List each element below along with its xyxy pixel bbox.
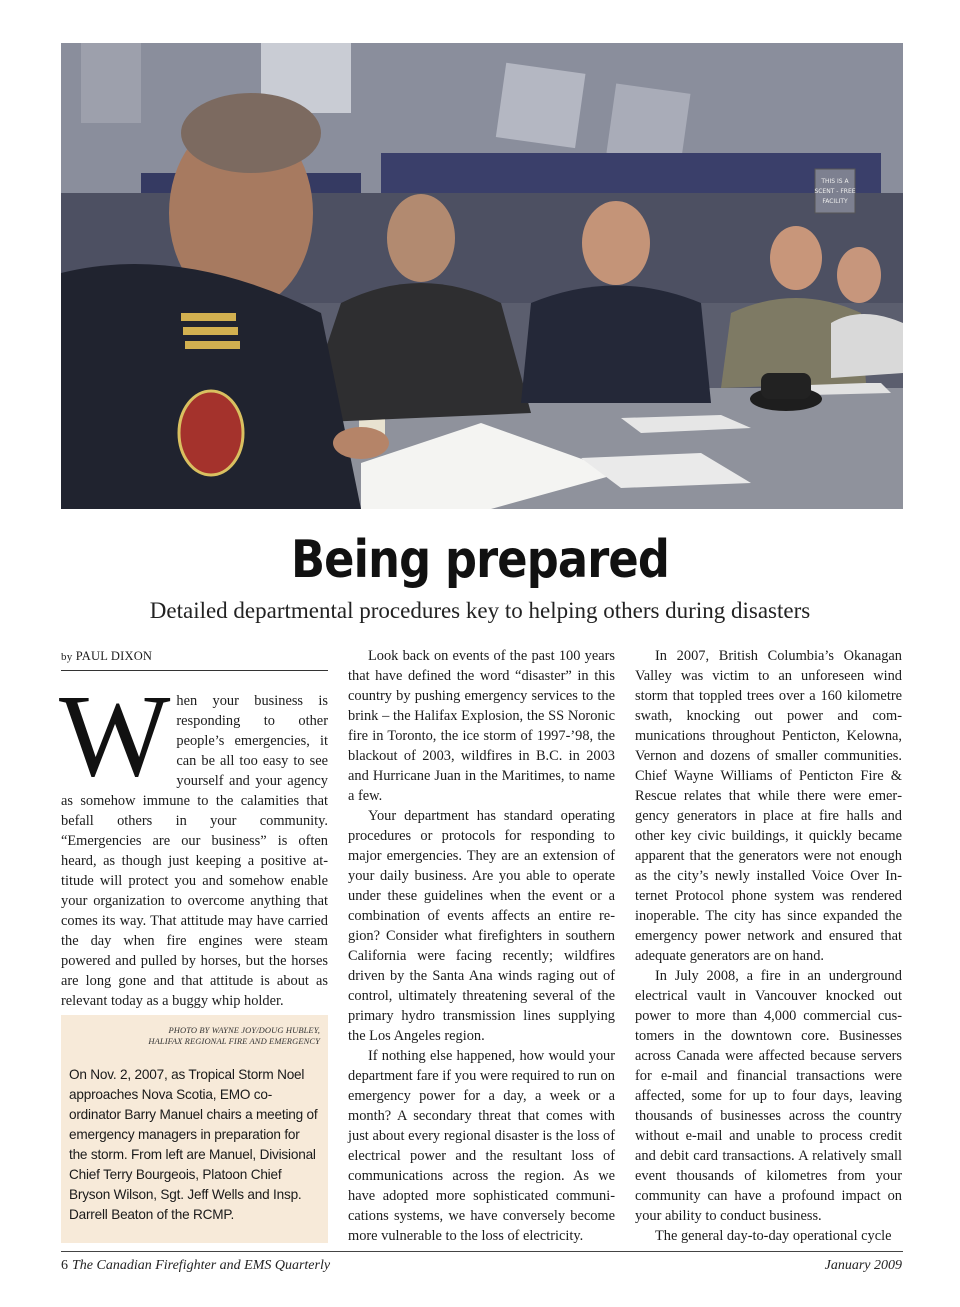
paragraph: In 2007, British Columbia’s Okanagan Valley was victim to an unforeseen wind storm that toppled trees over a 160 kilometre swath, knocking out power and communications throughout Penticton, Kelowna, Vernon and dozens of smaller communities. Chief Wayne Williams of Penticton Fire & Rescue relates that while there were emergency generators in place at fire halls and other key civic buildings, it quickly became apparent that the generators were not enough as the city’s newly installed Voice Over Internet Protocol phone system was rendered inoperable. The city has since expanded the emergency power network and ensured that adequate generators are on hand. (635, 648, 902, 964)
photo-credit-line-2: HALIFAX REGIONAL FIRE AND EMERGENCY (148, 1036, 320, 1046)
paragraph (59, 670, 328, 1011)
article-column-3 (635, 646, 902, 1246)
page-number: 6 (61, 1258, 68, 1273)
sign-line-3: FACILITY (822, 198, 848, 205)
paragraph: In July 2008, a fire in an underground electrical vault in Vancouver knocked out power to more than 4,000 commercial customers in the downtown core. Businesses across Canada were affected because servers for e-mail and financial transactions were affected, some for up to four days, leaving thousands of businesses across the country without e-mail and unable to process credit and debit card transactions. A relatively small event thousands of kilometres from your community can have a profound impact on your ability to conduct business. (635, 968, 902, 1224)
footer-rule (61, 1251, 903, 1252)
paragraph-text: hen your business is responding to other people’s emergencies, it can be all too easy to see yourself and your agency as somehow immune to the calamities that befall others in your community. “Emergencies are our business” is often heard, as though just keeping a positive attitude will protect you and somehow enable your organization to overcome anything that comes its way. That attitude may have carried the day when fire engines were steam powered and pulled by horses, but the horses are long gone and that attitude is about as relevant today as a buggy whip holder. (61, 693, 328, 1009)
issue-date: January 2009 (824, 1258, 902, 1273)
paragraph: Look back on events of the past 100 years that have defined the word “disaster” in this country by pushing emergency services to the brink – the Halifax Explosion, the SS Noronic fire in Toronto, the ice storm of 1997-’98, the blackout of 2003, wildfires in B.C. in 2003 and Hurricane Juan in the Maritimes, to name a few. (348, 648, 615, 804)
byline (61, 646, 328, 671)
sign-line-2: SCENT - FREE (814, 188, 856, 195)
deck-subheading: Detailed departmental procedures key to helping others during disasters (149, 598, 811, 623)
photo-credit (69, 1025, 320, 1047)
paragraph: If nothing else happened, how would your department fare if you were required to run on emergency power for a day, a week or a month? A secondary threat that comes with just about every regional disaster is the loss of electrical power and the resultant loss of communications across the region. As we have adopted more sophisticated communications systems, we have conversely become more vulnerable to the loss of electricity. (348, 1048, 615, 1244)
byline-author: PAUL DIXON (75, 649, 153, 663)
paragraph: The general day-to-day operational cycle (655, 1228, 892, 1244)
article-column-1 (61, 646, 328, 1011)
headline: Being prepared (290, 530, 670, 590)
photo-credit-line-1: PHOTO BY WAYNE JOY/DOUG HUBLEY, (168, 1025, 320, 1035)
article-column-2 (348, 646, 615, 1246)
photo-caption: On Nov. 2, 2007, as Tropical Storm Noel approaches Nova Scotia, EMO co-ordinator Barry Manuel chairs a meeting of emergency managers in preparation for the storm. From left are Manuel, Divisional Chief Terry Bourgeois, Platoon Chief Bryson Wilson, Sgt. Jeff Wells and Insp. Darrell Beaton of the RCMP. (69, 1067, 318, 1222)
sign-line-1: THIS IS A (821, 178, 849, 185)
publication-name: The Canadian Firefighter and EMS Quarterly (72, 1258, 331, 1273)
drop-cap: W (59, 670, 171, 801)
byline-prefix: by (61, 651, 73, 663)
meeting-photo (61, 43, 903, 509)
footer-folio (61, 1258, 330, 1274)
paragraph: Your department has standard operating procedures or protocols for responding to major emergencies. They are an extension of your daily business. Are you able to operate under these guidelines when the event or a combination of events affects an entire region? Consider what firefighters in southern California were facing recently; wildfires driven by the Santa Ana winds raging out of control, ultimately threatening several of the primary hydro transmission lines supplying the Los Angeles region. (348, 808, 615, 1044)
photo-caption-box (61, 1015, 328, 1243)
